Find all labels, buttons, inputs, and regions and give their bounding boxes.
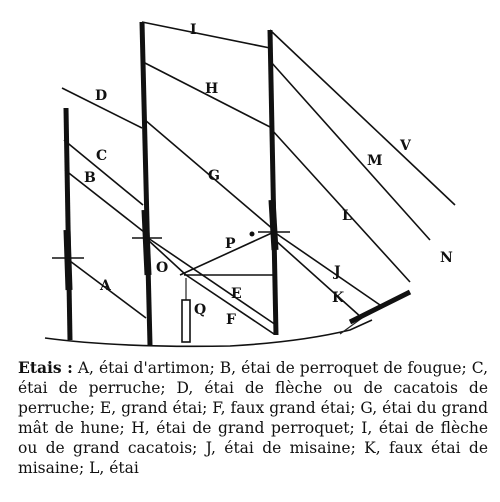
label-E: E <box>231 286 242 302</box>
stay-B <box>65 170 144 232</box>
stay-V <box>270 30 455 205</box>
label-L: L <box>342 208 352 224</box>
caption-heading: Etais : <box>18 358 73 377</box>
label-F: F <box>226 312 236 328</box>
hull-outline <box>45 320 372 346</box>
label-N: N <box>440 250 453 266</box>
label-H: H <box>205 81 219 97</box>
caption-text: A, étai d'artimon; B, étai de perroquet de fougue; C, étai de perruche; D, étai de flèche ou de cacatois de perruche; E, grand étai; F, faux grand étai; G, étai du grand mât de hune; H, étai de grand perroquet; I, étai de flèche ou de grand cacatois; J, étai de misaine; K, faux étai de misaine; L, étai <box>18 359 489 477</box>
ring-marker <box>250 232 255 237</box>
label-J: J <box>334 264 341 280</box>
stay-L <box>272 130 410 282</box>
label-B: B <box>84 170 96 186</box>
stay-I <box>142 22 270 48</box>
main-mast-lower <box>145 210 148 275</box>
label-M: M <box>367 153 383 169</box>
label-I: I <box>190 22 197 38</box>
tackle-Q-block <box>182 300 190 342</box>
stay-K <box>275 240 362 318</box>
label-A: A <box>100 278 111 294</box>
label-C: C <box>96 148 108 164</box>
stay-E <box>148 238 276 325</box>
stay-J <box>274 232 380 305</box>
label-D: D <box>95 88 108 104</box>
main-mast <box>142 22 150 345</box>
label-Q: Q <box>194 302 207 318</box>
label-P: P <box>225 236 236 252</box>
figure-caption <box>18 358 488 478</box>
label-K: K <box>332 290 345 306</box>
label-O: O <box>156 260 169 276</box>
label-G: G <box>208 168 220 184</box>
fore-mast-lower <box>272 200 275 250</box>
bowsprit <box>350 292 410 322</box>
fore-mast <box>270 30 276 335</box>
label-V: V <box>400 138 411 154</box>
